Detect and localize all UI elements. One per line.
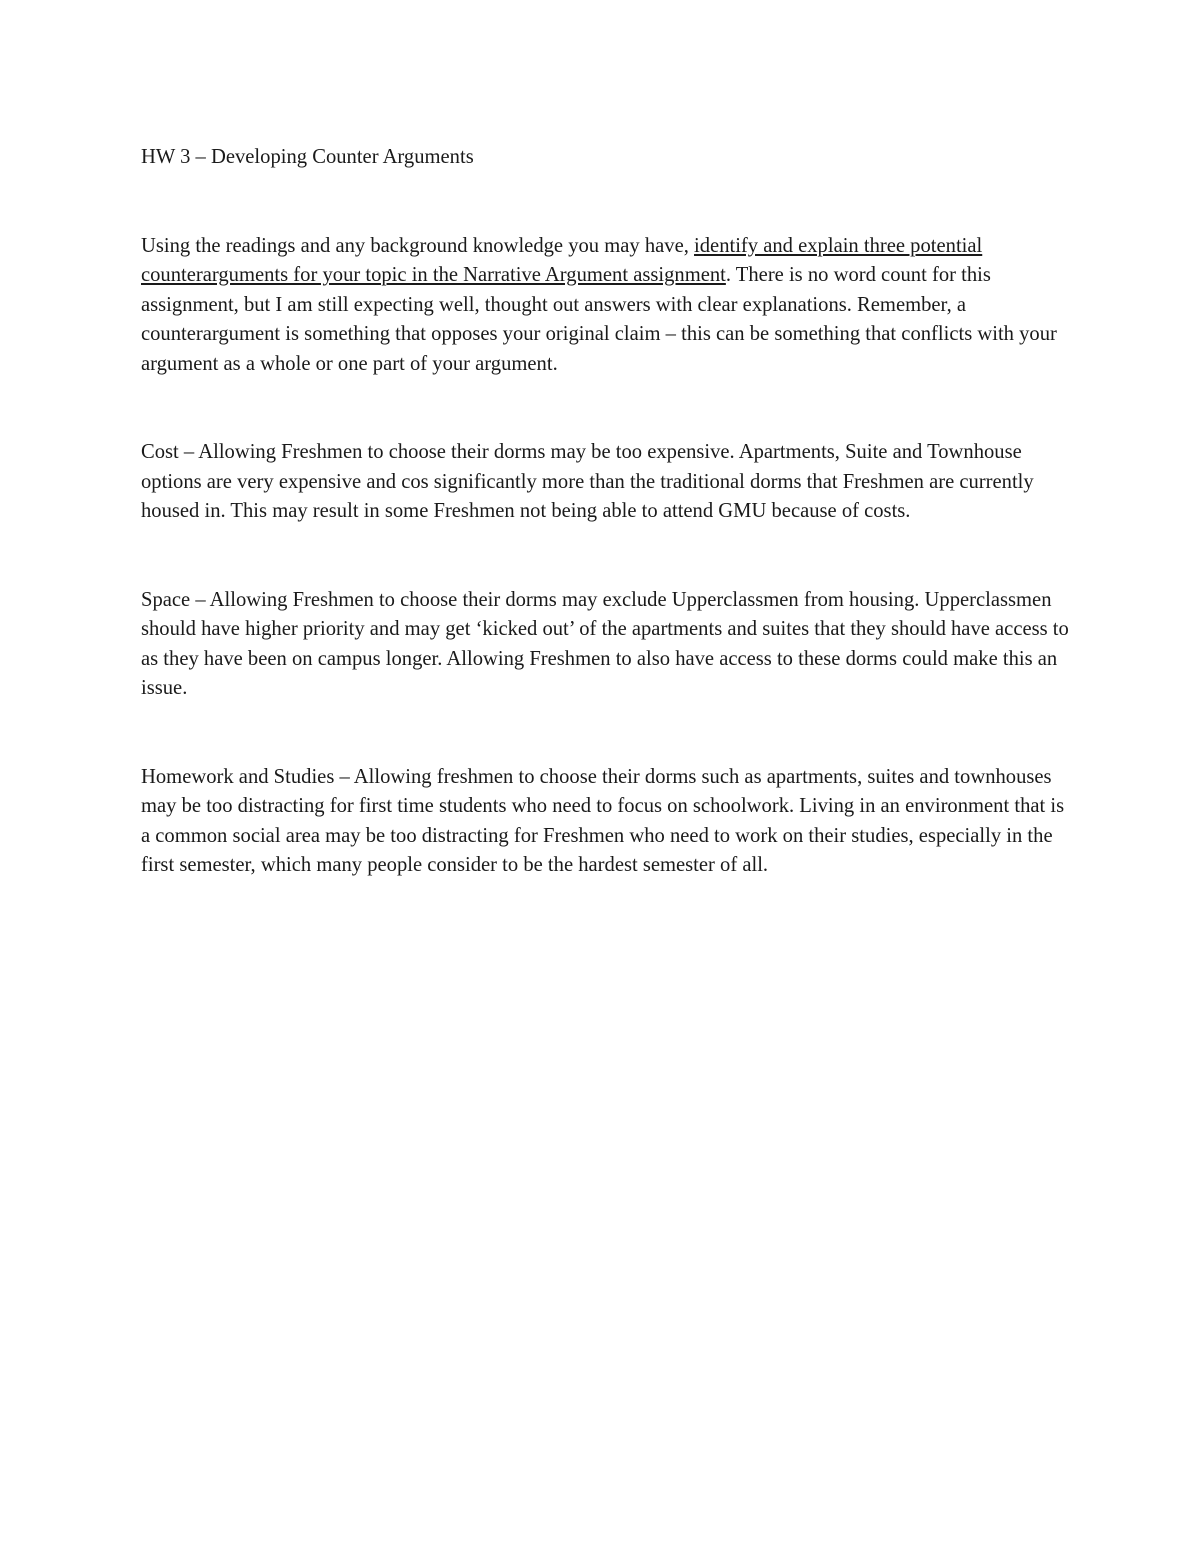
instructions-underlined-task: identify and explain three potential counterarguments for your topic in the Narrative Argument assignment [141,234,983,286]
assignment-instructions [141,232,1076,380]
counterargument-homework-and-studies: Homework and Studies – Allowing freshmen to choose their dorms such as apartments, suites and townhouses may be too distracting for first time students who need to focus on schoolwork. Living in an environment that is a common social area may be too distracting for Freshmen who need to work on their studies, especially in the first semester, which many people consider to be the hardest semester of all. [141,765,1065,876]
counterargument-space: Space – Allowing Freshmen to choose their dorms may exclude Upperclassmen from housing. Upperclassmen should have higher priority and may get ‘kicked out’ of the apartments and suites that they should have access to as they have been on campus longer. Allowing Freshmen to also have access to these dorms could make this an issue. [141,588,1069,699]
document-body [141,143,1076,881]
instructions-lead: Using the readings and any background knowledge you may have, [141,234,695,257]
counterargument-cost: Cost – Allowing Freshmen to choose their dorms may be too expensive. Apartments, Suite and Townhouse options are very expensive and cos significantly more than the traditional dorms that Freshmen are currently housed in. This may result in some Freshmen not being able to attend GMU because of costs. [141,441,1034,522]
instructions-rest: . There is no word count for this assignment, but I am still expecting well, thought out answers with clear explanations. Remember, a counterargument is something that opposes your original claim – this can be something that conflicts with your argument as a whole or one part of your argument. [141,264,1057,375]
document-title: HW 3 – Developing Counter Arguments [141,146,474,168]
